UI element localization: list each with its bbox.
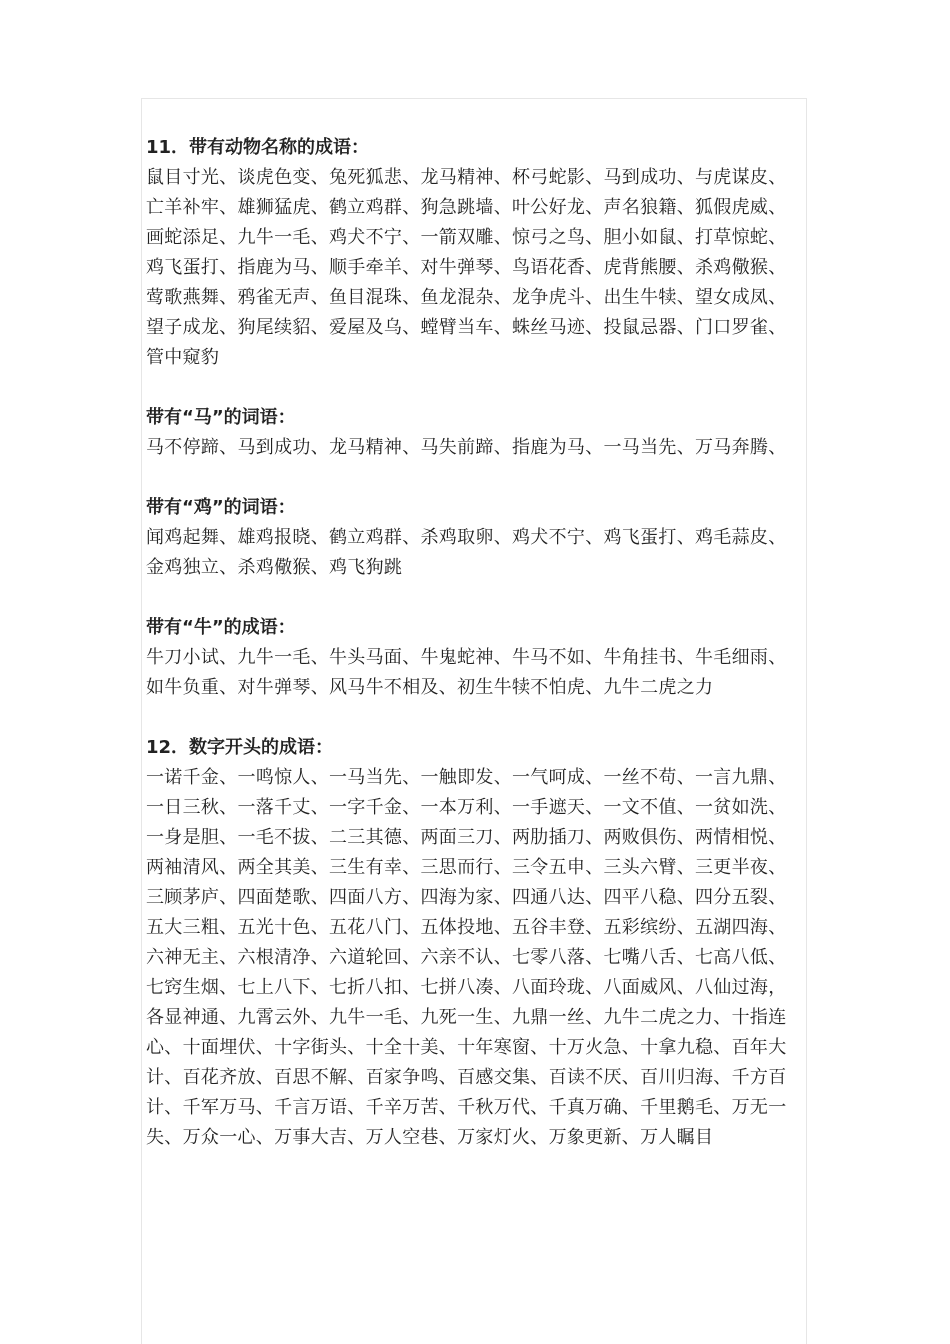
document-page <box>141 98 807 1344</box>
idiom-line: 鸡飞蛋打、指鹿为马、顺手牵羊、对牛弹琴、鸟语花香、虎背熊腰、杀鸡儆猴、 <box>146 257 787 278</box>
idiom-line: 一诺千金、一鸣惊人、一马当先、一触即发、一气呵成、一丝不苟、一言九鼎、 <box>146 767 787 788</box>
idiom-line: 闻鸡起舞、雄鸡报晓、鹤立鸡群、杀鸡取卵、鸡犬不宁、鸡飞蛋打、鸡毛蒜皮、 <box>146 527 787 548</box>
idiom-line: 马不停蹄、马到成功、龙马精神、马失前蹄、指鹿为马、一马当先、万马奔腾、 <box>146 437 787 458</box>
idiom-line: 计、千军万马、千言万语、千辛万苦、千秋万代、千真万确、千里鹅毛、万无一 <box>146 1097 787 1118</box>
idiom-list <box>146 523 818 583</box>
idiom-line: 心、十面埋伏、十字街头、十全十美、十年寒窗、十万火急、十拿九稳、百年大 <box>146 1037 787 1058</box>
idiom-line: 各显神通、九霄云外、九牛一毛、九死一生、九鼎一丝、九牛二虎之力、十指连 <box>146 1007 787 1028</box>
idiom-line: 失、万众一心、万事大吉、万人空巷、万家灯火、万象更新、万人瞩目 <box>146 1127 714 1148</box>
idiom-line: 两袖清风、两全其美、三生有幸、三思而行、三令五申、三头六臂、三更半夜、 <box>146 857 787 878</box>
idiom-line: 一日三秋、一落千丈、一字千金、一本万利、一手遮天、一文不值、一贫如洗、 <box>146 797 787 818</box>
idiom-line: 管中窥豹 <box>146 347 220 368</box>
idiom-line: 三顾茅庐、四面楚歌、四面八方、四海为家、四通八达、四平八稳、四分五裂、 <box>146 887 787 908</box>
idiom-list <box>146 163 818 373</box>
section-heading: 带有“牛”的成语： <box>146 617 296 638</box>
document-content <box>146 133 818 1183</box>
idiom-section <box>146 133 818 373</box>
idiom-line: 亡羊补牢、雄狮猛虎、鹤立鸡群、狗急跳墙、叶公好龙、声名狼籍、狐假虎威、 <box>146 197 787 218</box>
idiom-list <box>146 643 818 703</box>
idiom-section <box>146 613 818 703</box>
idiom-line: 七窍生烟、七上八下、七折八扣、七拼八凑、八面玲珑、八面威风、八仙过海， <box>146 977 787 998</box>
idiom-line: 金鸡独立、杀鸡儆猴、鸡飞狗跳 <box>146 557 403 578</box>
section-heading: 带有“鸡”的词语： <box>146 497 296 518</box>
idiom-line: 如牛负重、对牛弹琴、风马牛不相及、初生牛犊不怕虎、九牛二虎之力 <box>146 677 714 698</box>
idiom-line: 计、百花齐放、百思不解、百家争鸣、百感交集、百读不厌、百川归海、千方百 <box>146 1067 787 1088</box>
idiom-line: 莺歌燕舞、鸦雀无声、鱼目混珠、鱼龙混杂、龙争虎斗、出生牛犊、望女成凤、 <box>146 287 787 308</box>
section-heading: 11．带有动物名称的成语： <box>146 137 370 158</box>
idiom-line: 牛刀小试、九牛一毛、牛头马面、牛鬼蛇神、牛马不如、牛角挂书、牛毛细雨、 <box>146 647 787 668</box>
idiom-line: 鼠目寸光、谈虎色变、兔死狐悲、龙马精神、杯弓蛇影、马到成功、与虎谋皮、 <box>146 167 787 188</box>
idiom-line: 望子成龙、狗尾续貂、爱屋及乌、螳臂当车、蛛丝马迹、投鼠忌器、门口罗雀、 <box>146 317 787 338</box>
idiom-line: 画蛇添足、九牛一毛、鸡犬不宁、一箭双雕、惊弓之鸟、胆小如鼠、打草惊蛇、 <box>146 227 787 248</box>
section-heading: 12．数字开头的成语： <box>146 737 334 758</box>
idiom-list <box>146 763 818 1153</box>
idiom-section <box>146 493 818 583</box>
section-heading: 带有“马”的词语： <box>146 407 296 428</box>
idiom-list <box>146 433 818 463</box>
idiom-line: 五大三粗、五光十色、五花八门、五体投地、五谷丰登、五彩缤纷、五湖四海、 <box>146 917 787 938</box>
idiom-line: 六神无主、六根清净、六道轮回、六亲不认、七零八落、七嘴八舌、七高八低、 <box>146 947 787 968</box>
idiom-section <box>146 403 818 463</box>
idiom-line: 一身是胆、一毛不拔、二三其德、两面三刀、两肋插刀、两败俱伤、两情相悦、 <box>146 827 787 848</box>
idiom-section <box>146 733 818 1153</box>
